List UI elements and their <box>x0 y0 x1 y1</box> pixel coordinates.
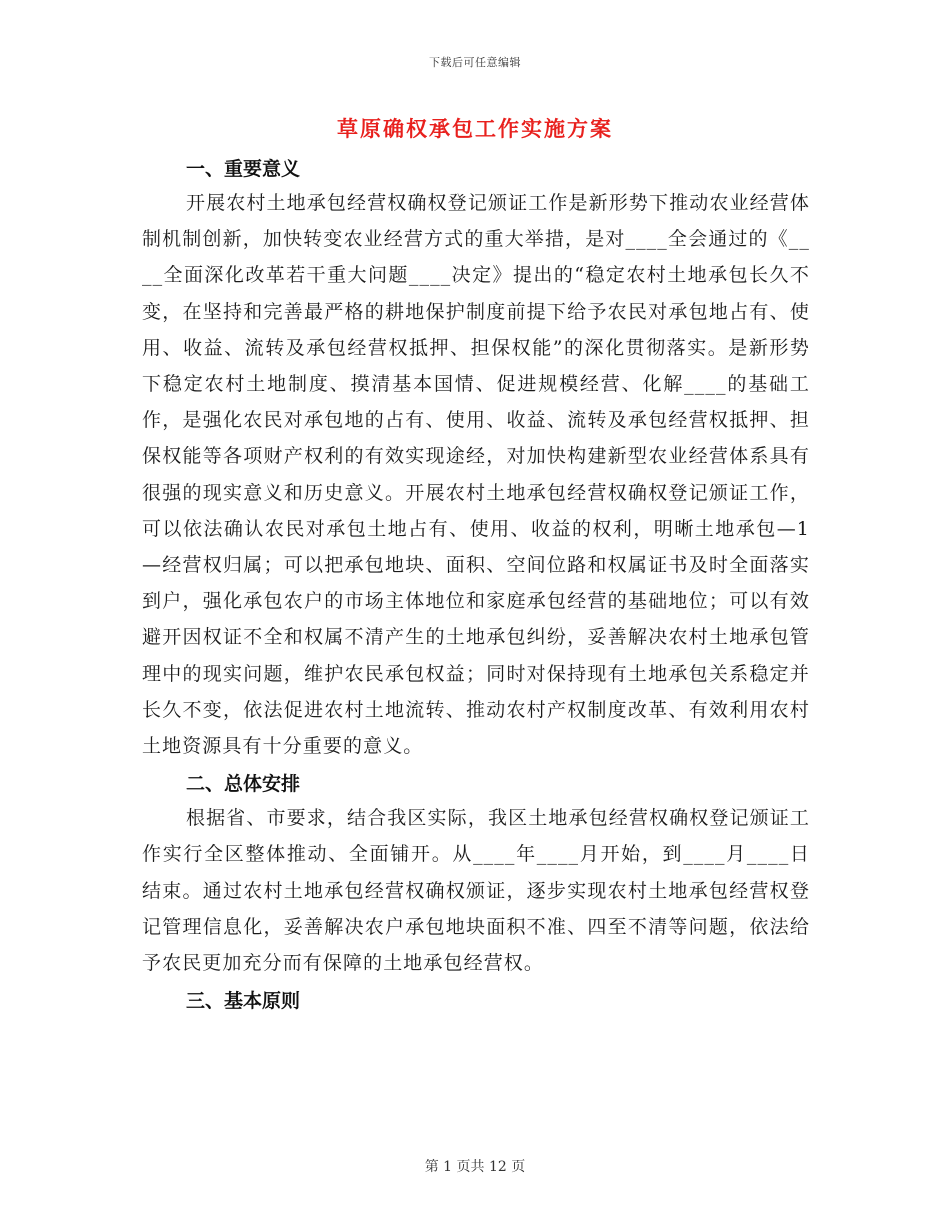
page-header-note: 下载后可任意编辑 <box>429 56 521 69</box>
section-heading-basic-principles: 三、基本原则 <box>186 990 301 1013</box>
section-heading-significance: 一、重要意义 <box>186 158 301 180</box>
page-number-footer: 第 1 页共 12 页 <box>424 1159 526 1175</box>
section-heading-overall-arrangement: 二、总体安排 <box>186 773 301 796</box>
section-paragraph-overall-arrangement: 根据省、市要求，结合我区实际，我区土地承包经营权确权登记颁证工作实行全区整体推动、全面铺开。从____年____月开始，到____月____日结束。通过农村土地承包经营权确权颁证，逐步实现农村土地承包经营权登记管理信息化，妥善解决农户承包地块面积不准、四至不清等问题，依法给予农民更加充分而有保障的土地承包经营权。 <box>142 807 810 975</box>
document-body <box>142 154 810 1017</box>
document-title: 草原确权承包工作实施方案 <box>337 116 613 141</box>
section-paragraph-significance: 开展农村土地承包经营权确权登记颁证工作是新形势下推动农业经营体制机制创新，加快转变农业经营方式的重大举措，是对____全会通过的《____全面深化改革若干重大问题____决定》提出的“稳定农村土地承包长久不变，在坚持和完善最严格的耕地保护制度前提下给予农民对承包地占有、使用、收益、流转及承包经营权抵押、担保权能”的深化贯彻落实。是新形势下稳定农村土地制度、摸清基本国情、促进规模经营、化解____的基础工作，是强化农民对承包地的占有、使用、收益、流转及承包经营权抵押、担保权能等各项财产权利的有效实现途经，对加快构建新型农业经营体系具有很强的现实意义和历史意义。开展农村土地承包经营权确权登记颁证工作，可以依法确认农民对承包土地占有、使用、收益的权利，明晰土地承包—1—经营权归属；可以把承包地块、面积、空间位路和权属证书及时全面落实到户，强化承包农户的市场主体地位和家庭承包经营的基础地位；可以有效避开因权证不全和权属不清产生的土地承包纠纷，妥善解决农村土地承包管理中的现实问题，维护农民承包权益；同时对保持现有土地承包关系稳定并长久不变，依法促进农村土地流转、推动农村产权制度改革、有效利用农村土地资源具有十分重要的意义。 <box>142 192 810 758</box>
